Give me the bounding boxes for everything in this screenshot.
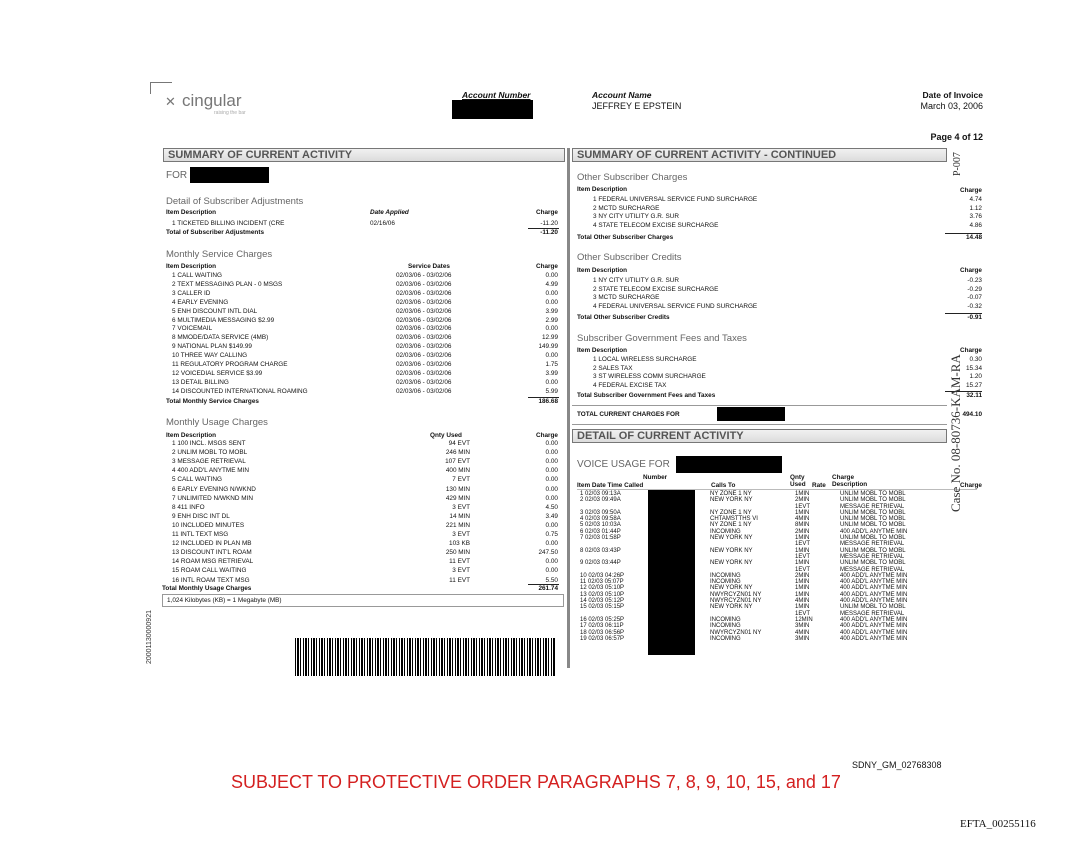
service-row-charge: 0.00: [545, 289, 558, 297]
account-name-label: Account Name: [592, 90, 652, 100]
gov-fee-row-desc: 4 FEDERAL EXCISE TAX: [593, 381, 667, 389]
usage-total-label: Total Monthly Usage Charges: [162, 585, 252, 592]
total-current-label: TOTAL CURRENT CHARGES FOR: [577, 411, 680, 418]
logo-tagline: raising the bar: [214, 110, 246, 116]
usage-row-desc: 3 MESSAGE RETRIEVAL: [172, 458, 246, 466]
usage-row-charge: 0.00: [545, 467, 558, 475]
usage-row-charge: 0.75: [545, 531, 558, 538]
kb-note: 1,024 Kilobytes (KB) = 1 Megabyte (MB): [167, 597, 282, 604]
other-charge-row-charge: 3.76: [969, 213, 982, 221]
service-row-dates: 02/03/06 - 03/02/06: [396, 378, 452, 386]
invoice-date: March 03, 2006: [920, 101, 983, 111]
gov-fee-row-charge: 1.20: [969, 373, 982, 381]
page-number: Page 4 of 12: [930, 132, 983, 142]
voice-header-rule: [577, 489, 977, 490]
adj-header-date: Date Applied: [370, 209, 409, 216]
other-charge-row-desc: 4 STATE TELECOM EXCISE SURCHARGE: [593, 221, 719, 229]
other-credit-row-charge: -0.32: [967, 302, 982, 310]
usage-header-qty: Qnty Used: [430, 432, 462, 439]
redacted-phone: [190, 167, 269, 183]
gov-fees-header-charge: Charge: [959, 347, 982, 354]
service-row-desc: 14 DISCOUNTED INTERNATIONAL ROAMING: [172, 387, 308, 395]
gov-fee-row-charge: 0.30: [969, 356, 982, 363]
other-credit-row-charge: -0.07: [967, 294, 982, 302]
service-total-label: Total Monthly Service Charges: [166, 398, 259, 405]
usage-row-qty: 250 MIN: [445, 549, 470, 557]
usage-row-charge: 5.50: [545, 576, 558, 584]
service-row-desc: 1 CALL WAITING: [172, 272, 222, 279]
service-row-charge: 3.99: [545, 369, 558, 377]
usage-row-charge: 3.49: [545, 512, 558, 520]
usage-row-charge: 4.50: [545, 503, 558, 511]
usage-row-desc: 6 EARLY EVENING N/WKND: [172, 485, 256, 493]
service-row-dates: 02/03/06 - 03/02/06: [396, 369, 452, 377]
other-credits-header-charge: Charge: [959, 267, 982, 274]
usage-row-qty: 246 MIN: [445, 449, 470, 457]
usage-row-charge: 247.50: [538, 549, 558, 557]
usage-row-charge: 0.00: [545, 567, 558, 575]
service-row-desc: 4 EARLY EVENING: [172, 298, 229, 306]
usage-row-charge: 0.00: [545, 494, 558, 502]
service-header-item: Item Description: [166, 263, 217, 270]
sdny-code: SDNY_GM_02768308: [852, 760, 942, 770]
service-row-charge: 149.99: [538, 343, 558, 351]
usage-row-charge: 0.00: [545, 476, 558, 484]
usage-row-desc: 1 100 INCL. MSGS SENT: [172, 440, 246, 447]
usage-row-qty: 429 MIN: [445, 494, 470, 502]
service-total: 186.68: [538, 398, 558, 405]
usage-row-charge: 0.00: [545, 540, 558, 548]
other-credit-row-charge: -0.23: [967, 277, 982, 284]
usage-row-charge: 0.00: [545, 521, 558, 529]
service-row-charge: 3.99: [545, 307, 558, 315]
gov-fees-title: Subscriber Government Fees and Taxes: [577, 333, 747, 344]
service-row-dates: 02/03/06 - 03/02/06: [396, 280, 452, 288]
bates-side: P-007: [952, 152, 963, 176]
service-row-desc: 9 NATIONAL PLAN $149.99: [172, 343, 252, 351]
gov-fee-row-desc: 2 SALES TAX: [593, 364, 633, 372]
summary-continued-header: SUMMARY OF CURRENT ACTIVITY - CONTINUED: [572, 148, 947, 162]
service-row-dates: 02/03/06 - 03/02/06: [396, 387, 452, 395]
cingular-logo-icon: ✕: [165, 94, 176, 109]
service-row-desc: 7 VOICEMAIL: [172, 325, 213, 333]
other-credits-header-item: Item Description: [577, 267, 628, 274]
other-charges-total-label: Total Other Subscriber Charges: [577, 234, 674, 241]
usage-row-desc: 8 411 INFO: [172, 503, 205, 511]
voice-header-qty: Qnty Used: [790, 474, 806, 489]
service-row-desc: 11 REGULATORY PROGRAM CHARGE: [172, 361, 288, 368]
service-row-charge: 4.99: [545, 280, 558, 288]
service-row-desc: 8 MMODE/DATA SERVICE (4MB): [172, 334, 269, 342]
usage-row-qty: 400 MIN: [445, 467, 470, 475]
total-current-amount: 494.10: [962, 411, 982, 418]
service-row-desc: 6 MULTIMEDIA MESSAGING $2.99: [172, 316, 275, 324]
gov-fee-row-charge: 15.34: [966, 364, 982, 372]
usage-row-qty: 103 KB: [449, 540, 470, 548]
usage-row-charge: 0.00: [545, 440, 558, 447]
other-credits-total-label: Total Other Subscriber Credits: [577, 314, 670, 321]
service-row-desc: 13 DETAIL BILLING: [172, 378, 229, 386]
service-row-dates: 02/03/06 - 03/02/06: [396, 343, 452, 351]
other-charges-title: Other Subscriber Charges: [577, 172, 688, 183]
gov-fees-total-label: Total Subscriber Government Fees and Taxes: [577, 392, 716, 399]
usage-header-item: Item Description: [166, 432, 217, 439]
service-row-dates: 02/03/06 - 03/02/06: [396, 334, 452, 342]
usage-row-qty: 11 EVT: [449, 576, 470, 584]
efta-code: EFTA_00255116: [960, 818, 1036, 830]
side-code: 20001130000921: [146, 610, 153, 664]
monthly-service-title: Monthly Service Charges: [166, 249, 273, 260]
adj-row-desc: 1 TICKETED BILLING INCIDENT (CRE: [172, 220, 285, 227]
adj-header-item: Item Description: [166, 209, 217, 216]
service-row-charge: 1.75: [545, 361, 558, 368]
gov-fee-row-desc: 1 LOCAL WIRELESS SURCHARGE: [593, 356, 697, 363]
corner-mark: [150, 82, 172, 94]
usage-row-qty: 3 EVT: [452, 567, 470, 575]
other-credit-row-desc: 3 MCTD SURCHARGE: [593, 294, 660, 302]
service-row-desc: 3 CALLER ID: [172, 289, 211, 297]
service-row-desc: 5 ENH DISCOUNT INTL DIAL: [172, 307, 258, 315]
account-number-label: Account Number: [462, 90, 531, 100]
usage-row-desc: 11 INTL TEXT MSG: [172, 531, 229, 538]
service-row-dates: 02/03/06 - 03/02/06: [396, 272, 452, 279]
usage-header-charge: Charge: [535, 432, 558, 439]
other-charges-header-item: Item Description: [577, 186, 628, 193]
adjustments-title: Detail of Subscriber Adjustments: [166, 196, 304, 207]
usage-row-desc: 2 UNLIM MOBL TO MOBL: [172, 449, 248, 457]
usage-row-qty: 94 EVT: [448, 440, 470, 447]
usage-total: 261.74: [538, 585, 558, 592]
usage-row-desc: 16 INTL ROAM TEXT MSG: [172, 576, 250, 584]
company-logo: cingular: [182, 91, 242, 110]
adj-total: -11.20: [540, 229, 558, 236]
service-row-charge: 2.99: [545, 316, 558, 324]
for-label: FOR: [166, 170, 188, 181]
service-header-charge: Charge: [535, 263, 558, 270]
adj-total-label: Total of Subscriber Adjustments: [166, 229, 264, 236]
voice-calls-to: NY ZONE 1 NY NEW YORK NY NY ZONE 1 NY CHTAMSTTHS VI NY ZONE 1 NY INCOMING NEW YORK NY NEW YORK NY NEW YORK NY INCOMING INCOMING NEW YORK NY NWYRCYZN01 NY NWYRCYZN01 NY NEW YORK NY INCOMING INCOMING NWYRCYZN01 NY INCOMING: [710, 491, 762, 642]
voice-qty: 1MIN 2MIN 1EVT 1MIN 4MIN 8MIN 2MIN 1MIN 1EVT 1MIN 1EVT 1MIN 1EVT 2MIN 1MIN 1MIN 1MIN 4MIN 1MIN 1EVT 12MIN 3MIN 4MIN 3MIN: [795, 491, 813, 642]
usage-row-qty: 11 EVT: [449, 558, 470, 566]
case-number: Case No. 08-80736-KAM-RA: [948, 354, 963, 512]
service-row-desc: 12 VOICEDIAL SERVICE $3.99: [172, 369, 263, 377]
other-charges-header-charge: Charge: [959, 187, 982, 194]
service-row-desc: 2 TEXT MESSAGING PLAN - 0 MSGS: [172, 280, 283, 288]
usage-row-qty: 221 MIN: [445, 521, 470, 529]
adj-header-charge: Charge: [535, 209, 558, 216]
other-charge-row-charge: 4.86: [969, 221, 982, 229]
voice-desc: UNLIM MOBL TO MOBL UNLIM MOBL TO MOBL MESSAGE RETRIEVAL UNLIM MOBL TO MOBL UNLIM MOBL TO MOBL UNLIM MOBL TO MOBL 400 ADD'L ANYTME MIN UNLIM MOBL TO MOBL MESSAGE RETRIEVAL UNLIM MOBL TO MOBL MESSAGE RETRIEVAL UNLIM MOBL TO MOBL MESSAGE RETRIEVAL 400 ADD'L ANYTME MIN 400 ADD'L ANYTME MIN 400 ADD'L ANYTME MIN 400 ADD'L ANYTME MIN 400 ADD'L ANYTME MIN UNLIM MOBL TO MOBL MESSAGE RETRIEVAL 400 ADD'L ANYTME MIN 400 ADD'L ANYTME MIN 400 ADD'L ANYTME MIN 400 ADD'L ANYTME MIN: [840, 491, 908, 642]
service-row-charge: 0.00: [545, 378, 558, 386]
other-charges-total: 14.48: [966, 234, 982, 241]
voice-header-desc: Charge Description: [832, 474, 868, 489]
other-charge-row-desc: 2 MCTD SURCHARGE: [593, 204, 660, 212]
voice-usage-title: VOICE USAGE FOR: [577, 459, 670, 470]
invoice-date-label: Date of Invoice: [922, 90, 983, 100]
summary-header: SUMMARY OF CURRENT ACTIVITY: [163, 148, 565, 162]
column-divider: [567, 148, 570, 668]
other-charge-row-desc: 3 NY CITY UTILITY G.R. SUR: [593, 213, 679, 221]
redacted-account-number: [452, 100, 533, 119]
gov-fees-total: 32.11: [966, 392, 982, 399]
service-row-dates: 02/03/06 - 03/02/06: [396, 352, 452, 360]
usage-row-desc: 13 DISCOUNT INT'L ROAM: [172, 549, 252, 557]
usage-row-desc: 7 UNLIMITED N/WKND MIN: [172, 494, 253, 502]
usage-row-charge: 0.00: [545, 449, 558, 457]
service-header-dates: Service Dates: [408, 263, 450, 270]
adj-row-charge: -11.20: [540, 220, 558, 227]
adj-row-date: 02/16/06: [370, 220, 395, 227]
other-charge-row-charge: 4.74: [969, 196, 982, 203]
service-row-dates: 02/03/06 - 03/02/06: [396, 289, 452, 297]
service-row-dates: 02/03/06 - 03/02/06: [396, 307, 452, 315]
total-current-rule-top: [572, 405, 947, 406]
usage-row-qty: 14 MIN: [449, 512, 470, 520]
redacted-total-phone: [717, 407, 785, 421]
protective-order: SUBJECT TO PROTECTIVE ORDER PARAGRAPHS 7, 8, 9, 10, 15, and 17: [231, 772, 841, 792]
usage-row-charge: 0.00: [545, 558, 558, 566]
usage-row-desc: 4 400 ADD'L ANYTME MIN: [172, 467, 249, 475]
usage-row-qty: 107 EVT: [445, 458, 470, 466]
gov-fee-row-desc: 3 ST WIRELESS COMM SURCHARGE: [593, 373, 706, 381]
usage-row-desc: 15 ROAM CALL WAITING: [172, 567, 247, 575]
voice-items: 1 02/03 09:13A 2 02/03 09:49A 3 02/03 09:50A 4 02/03 09:58A 5 02/03 10:03A 6 02/03 01:44P 7 02/03 01:58P 8 02/03 03:43P 9 02/03 03:44P 10 02/03 04:26P 11 02/03 05:07P 12 02/03 05:10P 13 02/03 05:10P 14 02/03 05:12P 15 02/03 05:15P 16 02/03 05:25P 17 02/03 06:11P 18 02/03 06:56P 19 02/03 06:57P: [580, 491, 625, 642]
other-charge-row-desc: 1 FEDERAL UNIVERSAL SERVICE FUND SURCHARGE: [593, 196, 758, 203]
detail-header: DETAIL OF CURRENT ACTIVITY: [572, 429, 947, 443]
usage-row-desc: 14 ROAM MSG RETRIEVAL: [172, 558, 254, 566]
other-credits-title: Other Subscriber Credits: [577, 252, 682, 263]
usage-row-desc: 12 INCLUDED IN PLAN MB: [172, 540, 252, 548]
usage-row-qty: 130 MIN: [445, 485, 470, 493]
voice-header-item: Item Date Time Called: [577, 482, 644, 489]
other-credits-total: -0.91: [967, 314, 982, 321]
voice-header-charge: Charge: [959, 482, 982, 489]
service-row-charge: 0.00: [545, 272, 558, 279]
usage-row-desc: 5 CALL WAITING: [172, 476, 222, 484]
usage-row-charge: 0.00: [545, 485, 558, 493]
service-row-charge: 0.00: [545, 325, 558, 333]
total-current-rule-bottom: [572, 424, 947, 425]
gov-fees-header-item: Item Description: [577, 347, 628, 354]
redacted-voice-phone: [676, 456, 782, 473]
other-charge-row-charge: 1.12: [969, 204, 982, 212]
service-row-charge: 5.99: [545, 387, 558, 395]
voice-header-calls-to: Calls To: [711, 482, 736, 489]
service-row-charge: 12.99: [542, 334, 558, 342]
usage-row-desc: 10 INCLUDED MINUTES: [172, 521, 245, 529]
other-credit-row-desc: 1 NY CITY UTILITY G.R. SUR: [593, 277, 679, 284]
barcode: [295, 638, 555, 676]
other-credit-row-desc: 4 FEDERAL UNIVERSAL SERVICE FUND SURCHARGE: [593, 302, 758, 310]
monthly-usage-title: Monthly Usage Charges: [166, 417, 268, 428]
usage-row-qty: 3 EVT: [452, 531, 470, 538]
service-row-charge: 0.00: [545, 352, 558, 360]
other-credit-row-desc: 2 STATE TELECOM EXCISE SURCHARGE: [593, 285, 719, 293]
gov-fee-row-charge: 15.27: [966, 381, 982, 389]
service-row-desc: 10 THREE WAY CALLING: [172, 352, 248, 360]
service-row-dates: 02/03/06 - 03/02/06: [396, 316, 452, 324]
service-row-dates: 02/03/06 - 03/02/06: [396, 325, 452, 333]
service-row-dates: 02/03/06 - 03/02/06: [396, 361, 452, 368]
usage-row-charge: 0.00: [545, 458, 558, 466]
usage-row-desc: 9 ENH DISC INT DL: [172, 512, 230, 520]
account-name: JEFFREY E EPSTEIN: [592, 101, 682, 111]
redacted-called-numbers: [648, 490, 695, 655]
other-credit-row-charge: -0.29: [967, 285, 982, 293]
service-row-dates: 02/03/06 - 03/02/06: [396, 298, 452, 306]
voice-header-rate: Rate: [812, 482, 826, 489]
voice-header-number: Number: [643, 474, 668, 481]
usage-row-qty: 7 EVT: [452, 476, 470, 484]
usage-row-qty: 3 EVT: [452, 503, 470, 511]
service-row-charge: 0.00: [545, 298, 558, 306]
